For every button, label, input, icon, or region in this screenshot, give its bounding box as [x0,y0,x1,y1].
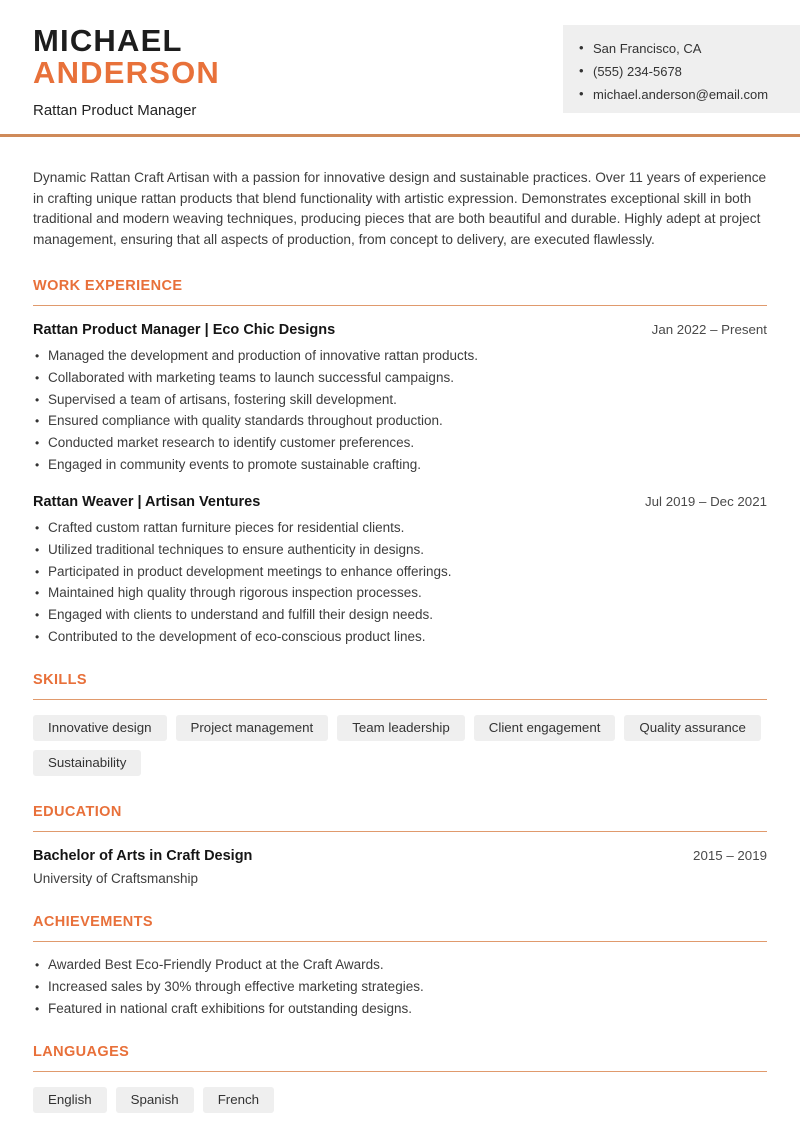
contact-list [579,37,788,106]
education-entry-header [33,848,767,864]
job-bullet-list [33,349,767,472]
job-bullet: • Maintained high quality through rigorous inspection processes. [33,586,767,600]
header-divider [0,134,800,137]
education-heading: EDUCATION [33,803,122,820]
school-name: University of Craftsmanship [33,870,199,886]
contact-item: • michael.anderson@email.com [579,83,788,106]
professional-summary: Dynamic Rattan Craft Artisan with a passion for innovative design and sustainable practices. Over 11 years of experience in crafting unique rattan products that blend functionality with artistic expression. Demonstrates exceptional skill in both traditional and modern weaving techniques, producing pieces that are both beautiful and durable. Highly adept at project management, ensuring that all aspects of production, from concept to delivery, are executed flawlessly. [33,170,767,247]
section-achievements [33,914,767,1016]
job-bullet-list [33,521,767,644]
job-bullet: • Crafted custom rattan furniture pieces for residential clients. [33,521,767,535]
section-divider [33,1071,767,1072]
language-tag: French [203,1087,274,1113]
skill-tag: Sustainability [33,750,141,776]
job-entry-header [33,494,767,510]
job-bullet: • Engaged in community events to promote sustainable crafting. [33,458,767,472]
candidate-job-title: Rattan Product Manager [33,101,197,119]
job-bullet: • Ensured compliance with quality standards throughout production. [33,414,767,428]
education-dates: 2015 – 2019 [693,847,767,863]
contact-item: • San Francisco, CA [579,37,788,60]
section-divider [33,699,767,700]
job-bullet: • Contributed to the development of eco-conscious product lines. [33,630,767,644]
job-dates: Jul 2019 – Dec 2021 [645,493,767,509]
skill-tag: Innovative design [33,715,167,741]
section-divider [33,941,767,942]
section-skills [33,672,767,776]
languages-heading: LANGUAGES [33,1043,130,1060]
job-bullet: • Participated in product development meetings to enhance offerings. [33,565,767,579]
achievement-bullet: • Awarded Best Eco-Friendly Product at the Craft Awards. [33,958,767,972]
achievements-heading: ACHIEVEMENTS [33,913,154,930]
job-bullet: • Engaged with clients to understand and fulfill their design needs. [33,608,767,622]
skill-tag: Client engagement [474,715,616,741]
achievements-bullet-list [33,958,767,1016]
section-languages [33,1044,767,1113]
contact-item: • (555) 234-5678 [579,60,788,83]
job-bullet: • Collaborated with marketing teams to launch successful campaigns. [33,371,767,385]
section-education [33,804,767,886]
skills-tag-list [33,715,767,776]
language-tag: Spanish [116,1087,194,1113]
job-dates: Jan 2022 – Present [651,322,767,337]
skills-heading: SKILLS [33,671,87,688]
resume-header [0,0,800,134]
achievement-bullet: • Increased sales by 30% through effective marketing strategies. [33,980,767,994]
work-experience-heading: WORK EXPERIENCE [33,278,183,294]
skill-tag: Quality assurance [624,715,760,741]
achievement-bullet: • Featured in national craft exhibitions for outstanding designs. [33,1002,767,1016]
job-bullet: • Managed the development and production of innovative rattan products. [33,349,767,363]
job-entry-header [33,322,767,338]
languages-tag-list [33,1087,767,1113]
resume-body [0,168,800,1113]
job-entry [33,494,767,644]
skill-tag: Project management [176,715,329,741]
job-bullet: • Conducted market research to identify customer preferences. [33,436,767,450]
section-work-experience [33,278,767,644]
section-divider [33,305,767,306]
language-tag: English [33,1087,107,1113]
job-title: Rattan Weaver | Artisan Ventures [33,493,261,510]
skill-tag: Team leadership [337,715,465,741]
job-bullet: • Utilized traditional techniques to ensure authenticity in designs. [33,543,767,557]
section-divider [33,831,767,832]
job-entry [33,322,767,472]
degree-title: Bachelor of Arts in Craft Design [33,847,253,864]
job-title: Rattan Product Manager | Eco Chic Designs [33,322,336,338]
candidate-first-name: MICHAEL [33,23,183,58]
contact-info-box [563,25,800,113]
job-bullet: • Supervised a team of artisans, fostering skill development. [33,393,767,407]
candidate-last-name: ANDERSON [33,54,221,90]
